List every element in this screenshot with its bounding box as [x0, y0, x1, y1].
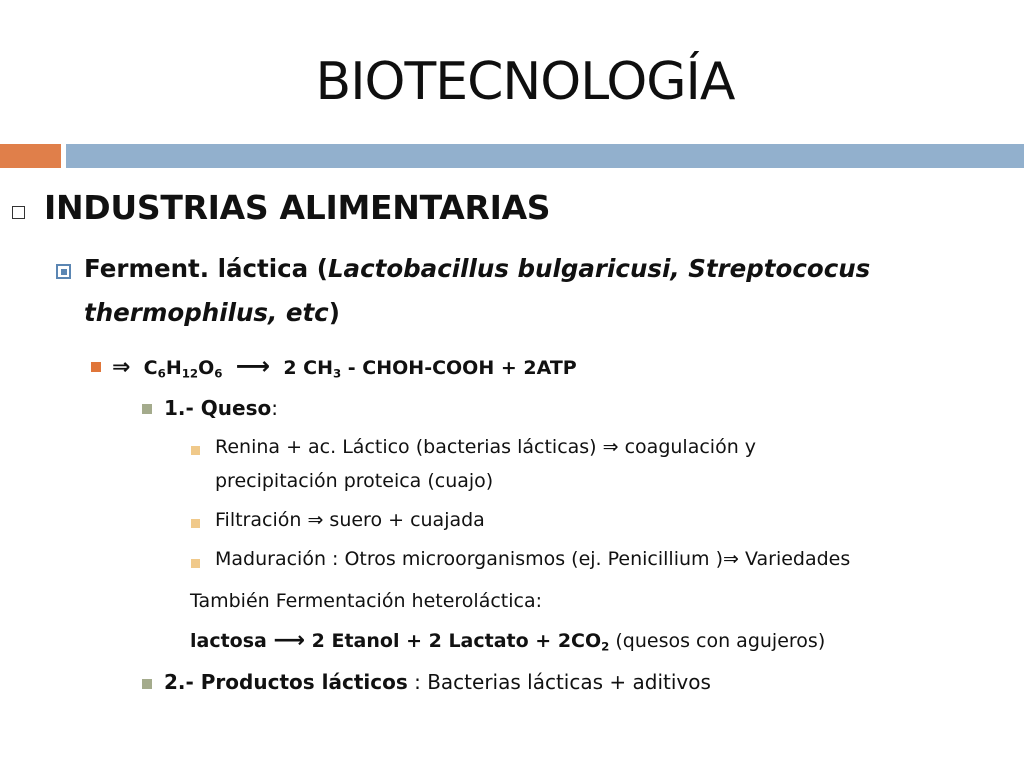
long-arrow-icon: ⟶ — [273, 628, 306, 653]
queso-item-1-line2: precipitación proteica (cuajo) — [215, 470, 494, 492]
section-heading: INDUSTRIAS ALIMENTARIAS — [44, 188, 551, 227]
ferment-organisms: Lactobacillus bulgaricusi, Streptococus — [327, 254, 871, 283]
queso-colon: : — [271, 396, 278, 420]
reactant-c: C — [143, 357, 158, 379]
implies-arrow-icon: ⇒ — [307, 509, 324, 531]
item-text: Filtración — [215, 509, 308, 531]
productos-line — [164, 670, 711, 694]
peach-square-bullet-icon — [191, 559, 200, 568]
ferment-line-1 — [84, 254, 870, 283]
item-text: Maduración : Otros microorganismos (ej. Penicillium ) — [215, 548, 723, 570]
tambien-line: También Fermentación heteroláctica: — [190, 590, 543, 612]
product-start: 2 CH — [283, 357, 333, 379]
framed-square-bullet-icon — [56, 264, 71, 279]
queso-label: 1.- Queso — [164, 396, 272, 420]
ferment-line-2 — [84, 298, 340, 327]
peach-square-bullet-icon — [191, 519, 200, 528]
reactant-h: H — [165, 357, 182, 379]
productos-rest: : Bacterias lácticas + aditivos — [407, 670, 711, 694]
ferment-lead: Ferment. láctica ( — [84, 254, 328, 283]
accent-bar-blue — [66, 144, 1024, 168]
queso-item-1 — [215, 436, 756, 458]
item-text: Renina + ac. Láctico (bacterias lácticas) — [215, 436, 603, 458]
product-sub: 3 — [333, 366, 342, 381]
peach-square-bullet-icon — [191, 446, 200, 455]
lactosa-sub: 2 — [601, 639, 610, 654]
reactant-c-sub: 6 — [157, 366, 166, 381]
lactosa-equation — [190, 628, 825, 653]
lactosa-note: (quesos con agujeros) — [609, 630, 826, 652]
lactosa-word: lactosa — [190, 630, 274, 652]
implies-arrow-icon: ⇒ — [723, 548, 739, 570]
implies-arrow-icon: ⇒ — [602, 436, 619, 458]
implies-arrow-icon: ⇒ — [112, 355, 131, 380]
item-text: coagulación y — [618, 436, 757, 458]
queso-heading — [164, 396, 278, 420]
hollow-square-bullet-icon — [12, 206, 25, 219]
queso-item-2 — [215, 509, 485, 531]
queso-item-3 — [215, 548, 850, 570]
reaction-equation — [112, 352, 577, 380]
ferment-close: ) — [328, 298, 340, 327]
item-text: Variedades — [738, 548, 851, 570]
ferment-organisms-line2: thermophilus, etc — [84, 298, 329, 327]
olive-square-bullet-icon — [142, 404, 152, 414]
productos-label: 2.- Productos lácticos — [164, 670, 408, 694]
long-arrow-icon: ⟶ — [235, 352, 271, 380]
product-end: - CHOH-COOH + 2ATP — [341, 357, 577, 379]
item-text: suero + cuajada — [323, 509, 485, 531]
orange-square-bullet-icon — [91, 362, 101, 372]
reactant-h-sub: 12 — [181, 366, 199, 381]
lactosa-products: 2 Etanol + 2 Lactato + 2CO — [305, 630, 602, 652]
slide-title: BIOTECNOLOGÍA — [315, 52, 735, 112]
reactant-o-sub: 6 — [214, 366, 223, 381]
olive-square-bullet-icon — [142, 679, 152, 689]
accent-bar-orange — [0, 144, 61, 168]
reactant-o: O — [198, 357, 215, 379]
